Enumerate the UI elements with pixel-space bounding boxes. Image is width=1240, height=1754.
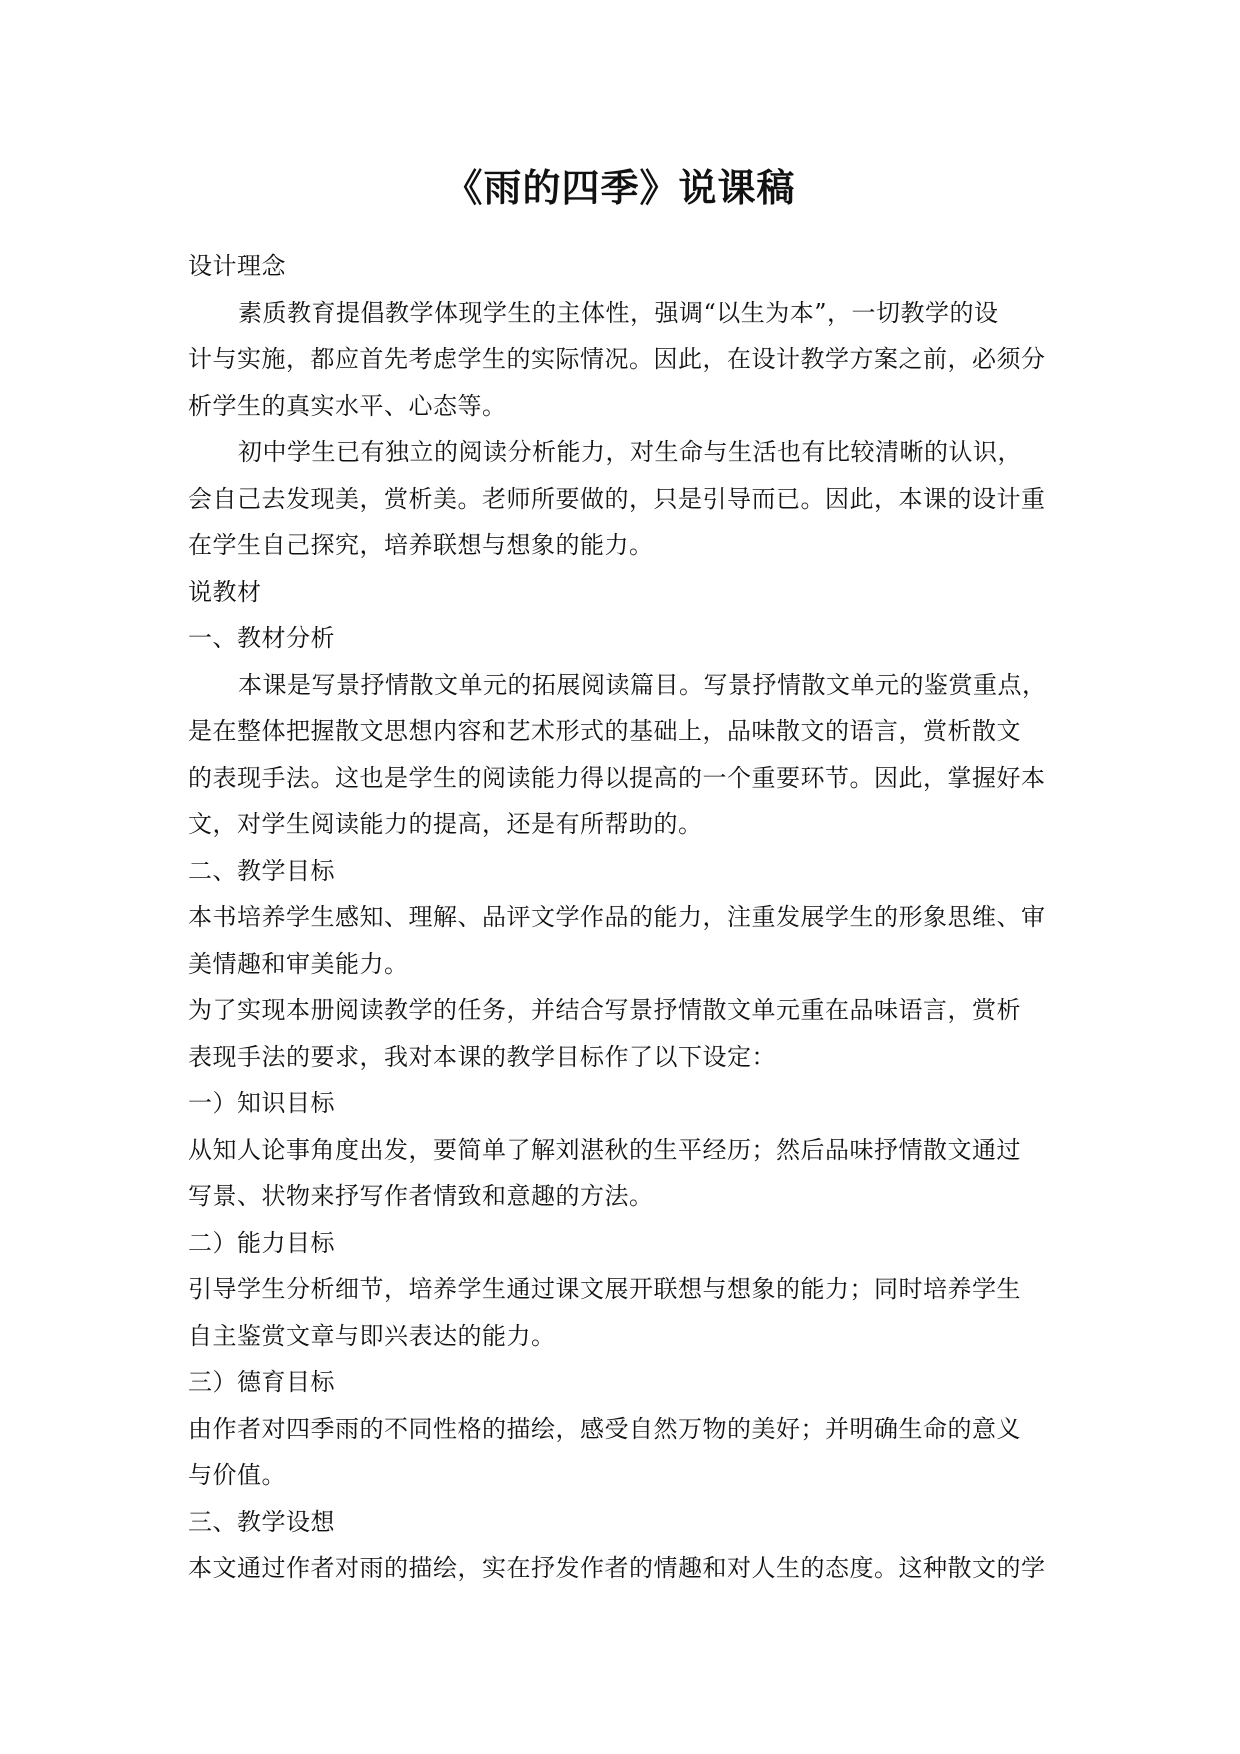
paragraph-line: 写景、状物来抒写作者情致和意趣的方法。 <box>188 1182 654 1210</box>
section-heading-goals: 二、教学目标 <box>188 856 335 885</box>
paragraph-line: 与价值。 <box>188 1461 286 1489</box>
section-heading-teaching-plan: 三、教学设想 <box>188 1507 335 1536</box>
paragraph-line: 从知人论事角度出发，要简单了解刘湛秋的生平经历；然后品味抒情散文通过 <box>188 1135 1021 1164</box>
paragraph-line: 素质教育提倡教学体现学生的主体性，强调“以生为本”，一切教学的设 <box>238 298 999 327</box>
document-title: 《雨的四季》说课稿 <box>444 166 796 210</box>
paragraph-line: 美情趣和审美能力。 <box>188 949 409 978</box>
subheading-moral-goal: 三）德育目标 <box>188 1368 335 1396</box>
section-heading-analysis: 一、教材分析 <box>188 624 335 652</box>
paragraph-line: 引导学生分析细节，培养学生通过课文展开联想与想象的能力；同时培养学生 <box>188 1275 1021 1303</box>
document-body <box>188 243 1058 1592</box>
paragraph-line: 自主鉴赏文章与即兴表达的能力。 <box>188 1321 556 1350</box>
paragraph-line: 是在整体把握散文思想内容和艺术形式的基础上，品味散文的语言，赏析散文 <box>188 717 1021 745</box>
paragraph-line: 在学生自己探究，培养联想与想象的能力。 <box>188 531 654 559</box>
subheading-ability-goal: 二）能力目标 <box>188 1228 335 1257</box>
paragraph-line: 析学生的真实水平、心态等。 <box>188 391 507 420</box>
section-heading-design-concept: 设计理念 <box>188 252 286 280</box>
section-heading-textbook: 说教材 <box>188 577 262 606</box>
subheading-knowledge-goal: 一）知识目标 <box>188 1089 335 1117</box>
paragraph-line: 表现手法的要求，我对本课的教学目标作了以下设定： <box>188 1042 776 1071</box>
paragraph-line: 本书培养学生感知、理解、品评文学作品的能力，注重发展学生的形象思维、审 <box>188 903 1046 931</box>
paragraph-line: 计与实施，都应首先考虑学生的实际情况。因此，在设计教学方案之前，必须分 <box>188 345 1046 373</box>
paragraph-line: 的表现手法。这也是学生的阅读能力得以提高的一个重要环节。因此，掌握好本 <box>188 763 1046 792</box>
paragraph-line: 初中学生已有独立的阅读分析能力，对生命与生活也有比较清晰的认识， <box>238 438 1022 466</box>
paragraph-line: 本文通过作者对雨的描绘，实在抒发作者的情趣和对人生的态度。这种散文的学 <box>188 1554 1046 1582</box>
paragraph-line: 会自己去发现美，赏析美。老师所要做的，只是引导而已。因此，本课的设计重 <box>188 484 1046 513</box>
paragraph-line: 文，对学生阅读能力的提高，还是有所帮助的。 <box>188 810 703 838</box>
paragraph-line: 由作者对四季雨的不同性格的描绘，感受自然万物的美好；并明确生命的意义 <box>188 1414 1021 1443</box>
paragraph-line: 为了实现本册阅读教学的任务，并结合写景抒情散文单元重在品味语言，赏析 <box>188 996 1021 1024</box>
paragraph-line: 本课是写景抒情散文单元的拓展阅读篇目。写景抒情散文单元的鉴赏重点， <box>238 670 1047 699</box>
